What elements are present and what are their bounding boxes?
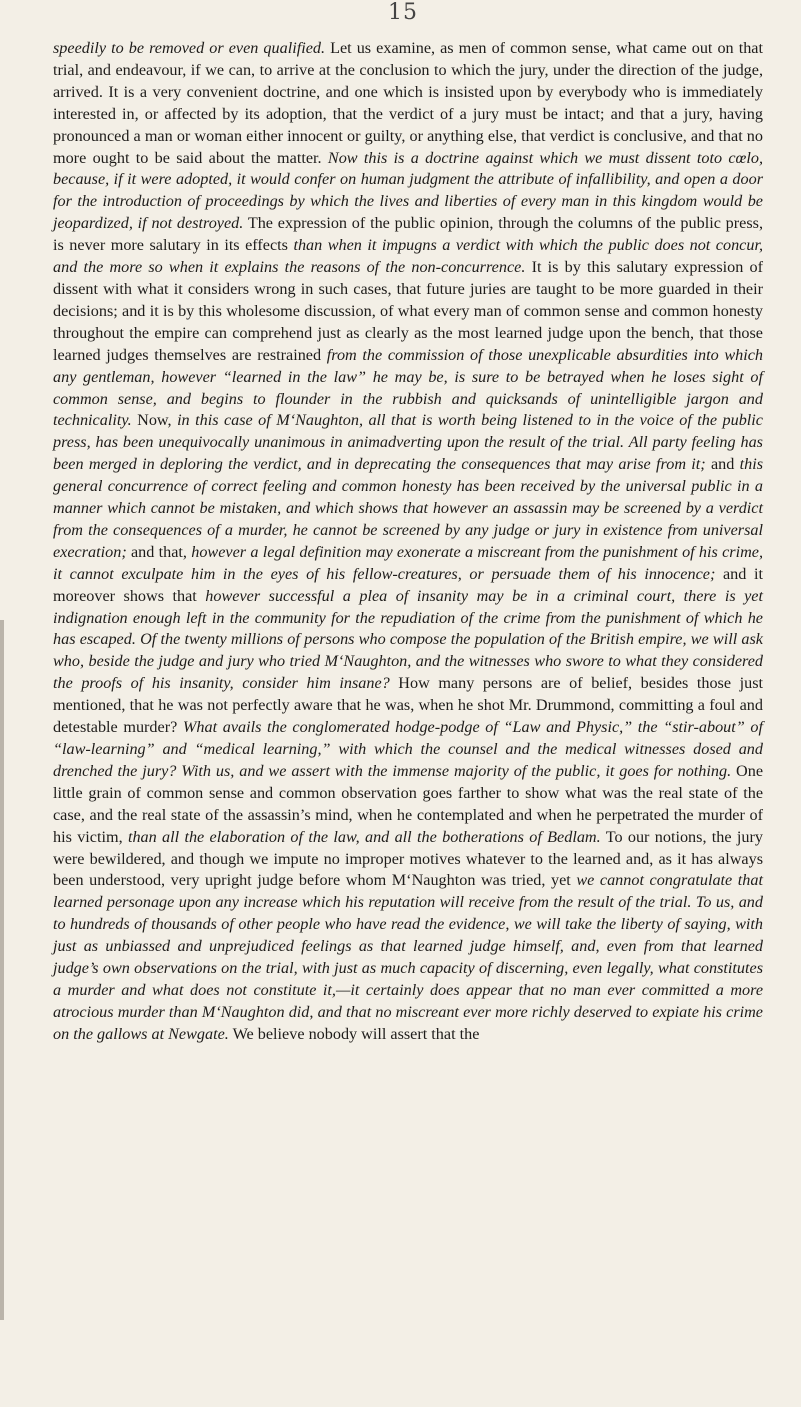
text-run: How many persons are of belief, besides those just mentioned, that he was not perfectly aware that he was, when he shot Mr. Drummond, committing a foul and detestable murder? [53, 674, 763, 737]
italic-run: however successful a plea of insanity may be in a criminal court, there is yet indignation enough left in the community for the repudiation of the crime from the punishment of which he has escaped. Of the twenty millions of persons who compose the population of the British empire, we will ask who, beside the judge and jury who tried M‘Naughton, and the witnesses who swore to what they considered the proofs of his insanity, consider him insane? [53, 586, 763, 693]
paragraph [53, 38, 763, 1046]
page-number: 15 [388, 0, 418, 25]
text-run: and [705, 455, 740, 474]
text-run: To our notions, the jury were bewildered, and though we impute no improper motives whatever to the learned and, as it has always been understood, very upright judge before whom M‘Naughton was tried, yet [53, 827, 763, 890]
body-text [53, 38, 763, 1046]
text-run: One little grain of common sense and common observation goes farther to show what was the real state of the case, and the real state of the assassin’s mind, when he contemplated and when he perpetrated the murder of his victim, [53, 761, 764, 846]
text-run: The expression of the public opinion, through the columns of the public press, is never more salutary in its effects [53, 214, 763, 255]
italic-run: this general concurrence of correct feeling and common honesty has been received by the universal public in a manner which cannot be mistaken, and which shows that however an assassin may be screened by a verdict from the consequences of a murder, he cannot be screened by any judge or jury in existence from universal execration; [53, 455, 763, 561]
italic-run: we cannot congratulate that learned personage upon any increase which his reputation will receive from the result of the trial. To us, and to hundreds of thousands of other people who have read the evidence, we will take the liberty of saying, with just as unbiassed and unprejudiced feelings as that learned judge himself, and, even from that learned judge’s own observations on the trial, with just as much capacity of discerning, even legally, what constitutes a murder and what does not constitute it,—it certainly does appear that no man ever committed a more atrocious murder than M‘Naughton did, and that no miscreant ever more richly deserved to expiate his crime on the gallows at Newgate. [53, 871, 763, 1043]
italic-run: than when it impugns a verdict with which the public does not concur, and the more so when it explains the reasons of the non-concurrence. [53, 236, 763, 277]
text-run: It is by this salutary expression of dissent with what it considers wrong in such cases, that future juries are taught to be more guarded in their decisions; and it is by this wholesome discussion, of what every man of common sense and common honesty throughout the empire can comprehend just as clearly as the most learned judge upon the bench, that those learned judges themselves are restrained [53, 258, 764, 364]
italic-run: in this case of M‘Naughton, all that is worth being listened to in the voice of the public press, has been unequivocally unanimous in animadverting upon the result of the trial. All party feeling has been merged in deploring the verdict, and in deprecating the consequences that may arise from it; [53, 411, 763, 474]
italic-run: speedily to be removed or even qualified. [53, 39, 326, 57]
text-run: Now, [131, 411, 178, 430]
italic-run: What avails the conglomerated hodge-podge of “Law and Physic,” the “stir-about” of “law-learning” and “medical learning,” with which the counsel and the medical witnesses dosed and drenched the jury? With us, and we assert with the immense majority of the public, it goes for nothing. [53, 718, 763, 780]
italic-run: from the commission of those unexplicable absurdities into which any gentleman, however “learned in the law” he may be, is sure to be betrayed when he loses sight of common sense, and begins to flounder in the rubbish and quicksands of unintelligible jargon and technicality. [53, 345, 763, 430]
italic-run: than all the elaboration of the law, and all the botherations of Bedlam. [127, 827, 601, 846]
italic-run: Now this is a doctrine against which we must dissent toto cœlo, because, if it were adopted, it would confer on human judgment the attribute of infallibility, and open a door for the introduction of proceedings by which the lives and liberties of every man in this kingdom would be jeopardized, if not destroyed. [53, 148, 763, 233]
text-run: Let us examine, as men of common sense, what came out on that trial, and endeavour, if we can, to arrive at the conclusion to which the jury, under the direction of the judge, arrived. It is a very convenient doctrine, and one which is insisted upon by everybody who is immediately interested in, or affected by its adoption, that the verdict of a jury must be intact; and that a jury, having pronounced a man or woman either innocent or guilty, or anything else, that verdict is conclusive, and that no more ought to be said about the matter. [53, 39, 763, 167]
text-run: and that, [126, 542, 192, 561]
text-run: and it moreover shows that [53, 564, 763, 605]
margin-mark [0, 620, 4, 1320]
text-run: We believe nobody will assert that the [228, 1024, 480, 1043]
italic-run: however a legal definition may exonerate a miscreant from the punishment of his crime, it cannot exculpate him in the eyes of his fellow-creatures, or persuade them of his innocence; [53, 542, 763, 583]
